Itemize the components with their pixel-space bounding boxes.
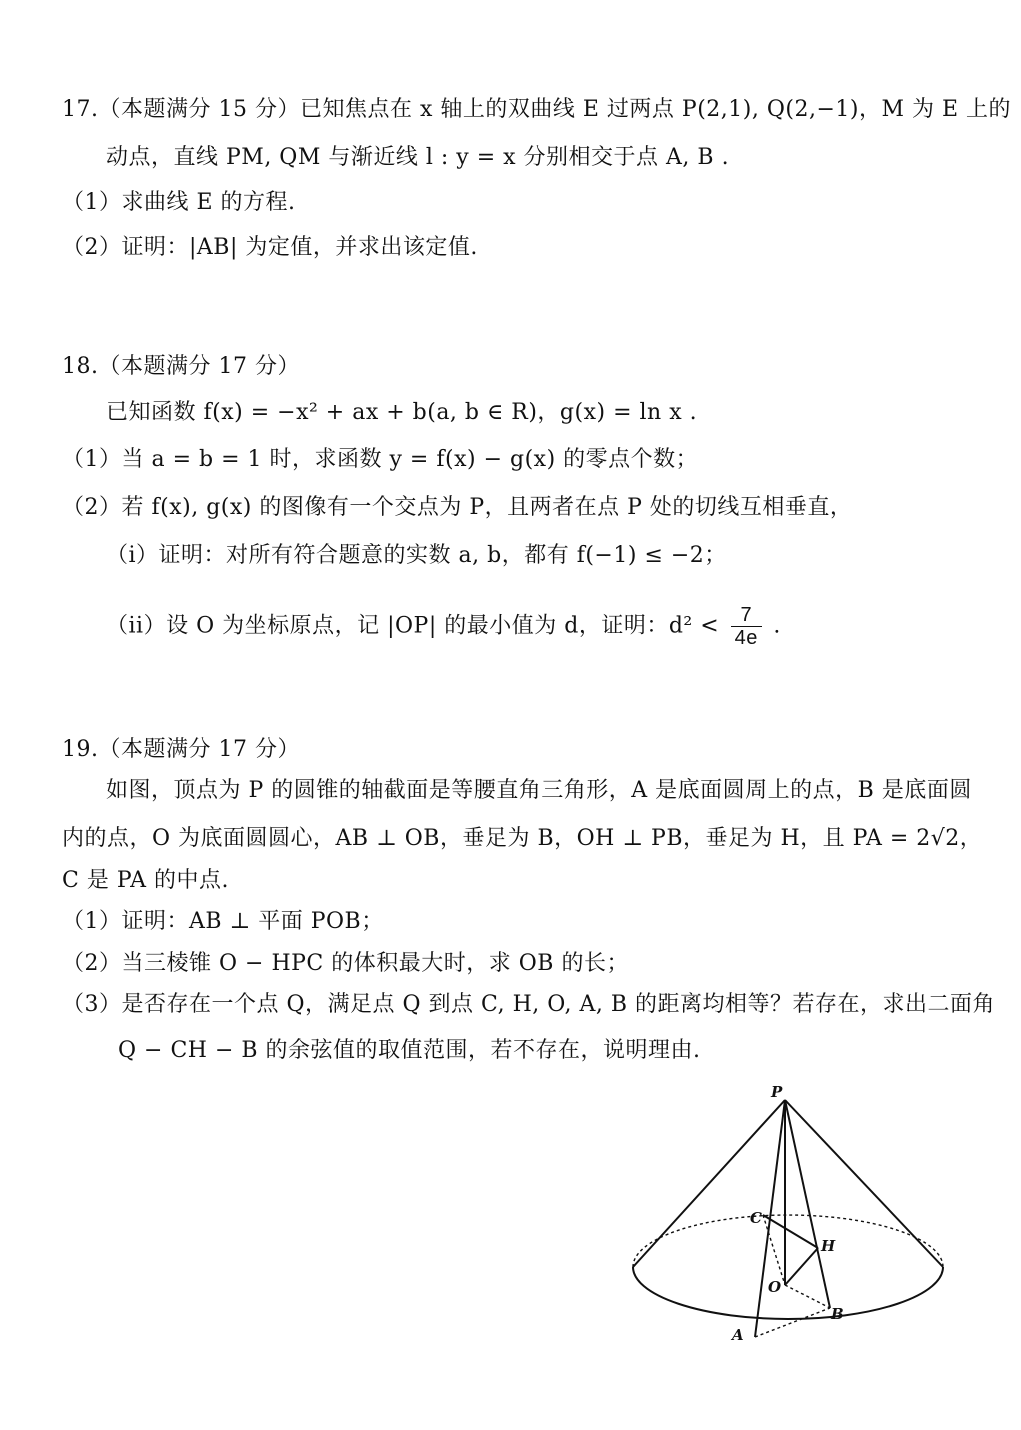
- cone-base-back: [633, 1215, 943, 1267]
- label-C: C: [750, 1209, 762, 1227]
- segment-OH: [785, 1248, 818, 1285]
- label-A: A: [732, 1326, 744, 1344]
- q17-line2: 动点，直线 PM, QM 与渐近线 l : y = x 分别相交于点 A, B .: [106, 145, 730, 170]
- q18-sub2: [106, 604, 781, 649]
- q19-para2: 内的点，O 为底面圆圆心，AB ⊥ OB，垂足为 B，OH ⊥ PB，垂足为 H，且 PA = 2√2，: [62, 826, 983, 851]
- q19-heading: 19.（本题满分 17 分）: [62, 737, 300, 762]
- label-H: H: [821, 1237, 836, 1255]
- q18-fraction-numerator: 7: [731, 604, 762, 627]
- q19-part2: （2）当三棱锥 O − HPC 的体积最大时，求 OB 的长；: [62, 951, 629, 976]
- q18-fraction-denominator: 4e: [734, 627, 758, 649]
- q17-part2: （2）证明：|AB| 为定值，并求出该定值.: [62, 235, 478, 260]
- q19-para3: C 是 PA 的中点.: [62, 868, 229, 893]
- q18-part2: （2）若 f(x), g(x) 的图像有一个交点为 P，且两者在点 P 处的切线互相垂直，: [62, 495, 853, 520]
- q18-part1: （1）当 a = b = 1 时，求函数 y = f(x) − g(x) 的零点个数；: [62, 447, 699, 472]
- q18-sub2-prefix: （ii）设 O 为坐标原点，记 |OP| 的最小值为 d，证明：d² <: [106, 613, 720, 639]
- q19-part3-line1: （3）是否存在一个点 Q，满足点 Q 到点 C, H, O, A, B 的距离均相等？若存在，求出二面角: [62, 992, 996, 1017]
- q17-part1: （1）求曲线 E 的方程.: [62, 190, 296, 215]
- segment-CH: [763, 1215, 818, 1248]
- cone-figure: [620, 1080, 960, 1350]
- q18-given: 已知函数 f(x) = −x² + ax + b(a, b ∈ R)，g(x) = ln x .: [106, 400, 698, 425]
- segment-AB: [755, 1308, 830, 1337]
- cone-base-front: [633, 1267, 943, 1319]
- q19-part3-line2: Q − CH − B 的余弦值的取值范围，若不存在，说明理由.: [118, 1038, 701, 1063]
- cone-edge-left: [633, 1100, 785, 1267]
- q18-sub1: （i）证明：对所有符合题意的实数 a, b，都有 f(−1) ≤ −2；: [106, 543, 727, 568]
- q18-sub2-suffix: .: [773, 613, 781, 639]
- q17-line1: 17.（本题满分 15 分）已知焦点在 x 轴上的双曲线 E 过两点 P(2,1), Q(2,−1)，M 为 E 上的: [62, 97, 1012, 122]
- q18-heading: 18.（本题满分 17 分）: [62, 354, 300, 379]
- q19-para1: 如图，顶点为 P 的圆锥的轴截面是等腰直角三角形，A 是底面圆周上的点，B 是底面圆: [106, 778, 972, 803]
- label-B: B: [831, 1305, 844, 1323]
- q18-fraction: [731, 604, 762, 649]
- segment-OB: [785, 1285, 830, 1308]
- q19-part1: （1）证明：AB ⊥ 平面 POB；: [62, 909, 384, 934]
- label-O: O: [768, 1278, 782, 1296]
- label-P: P: [771, 1083, 783, 1101]
